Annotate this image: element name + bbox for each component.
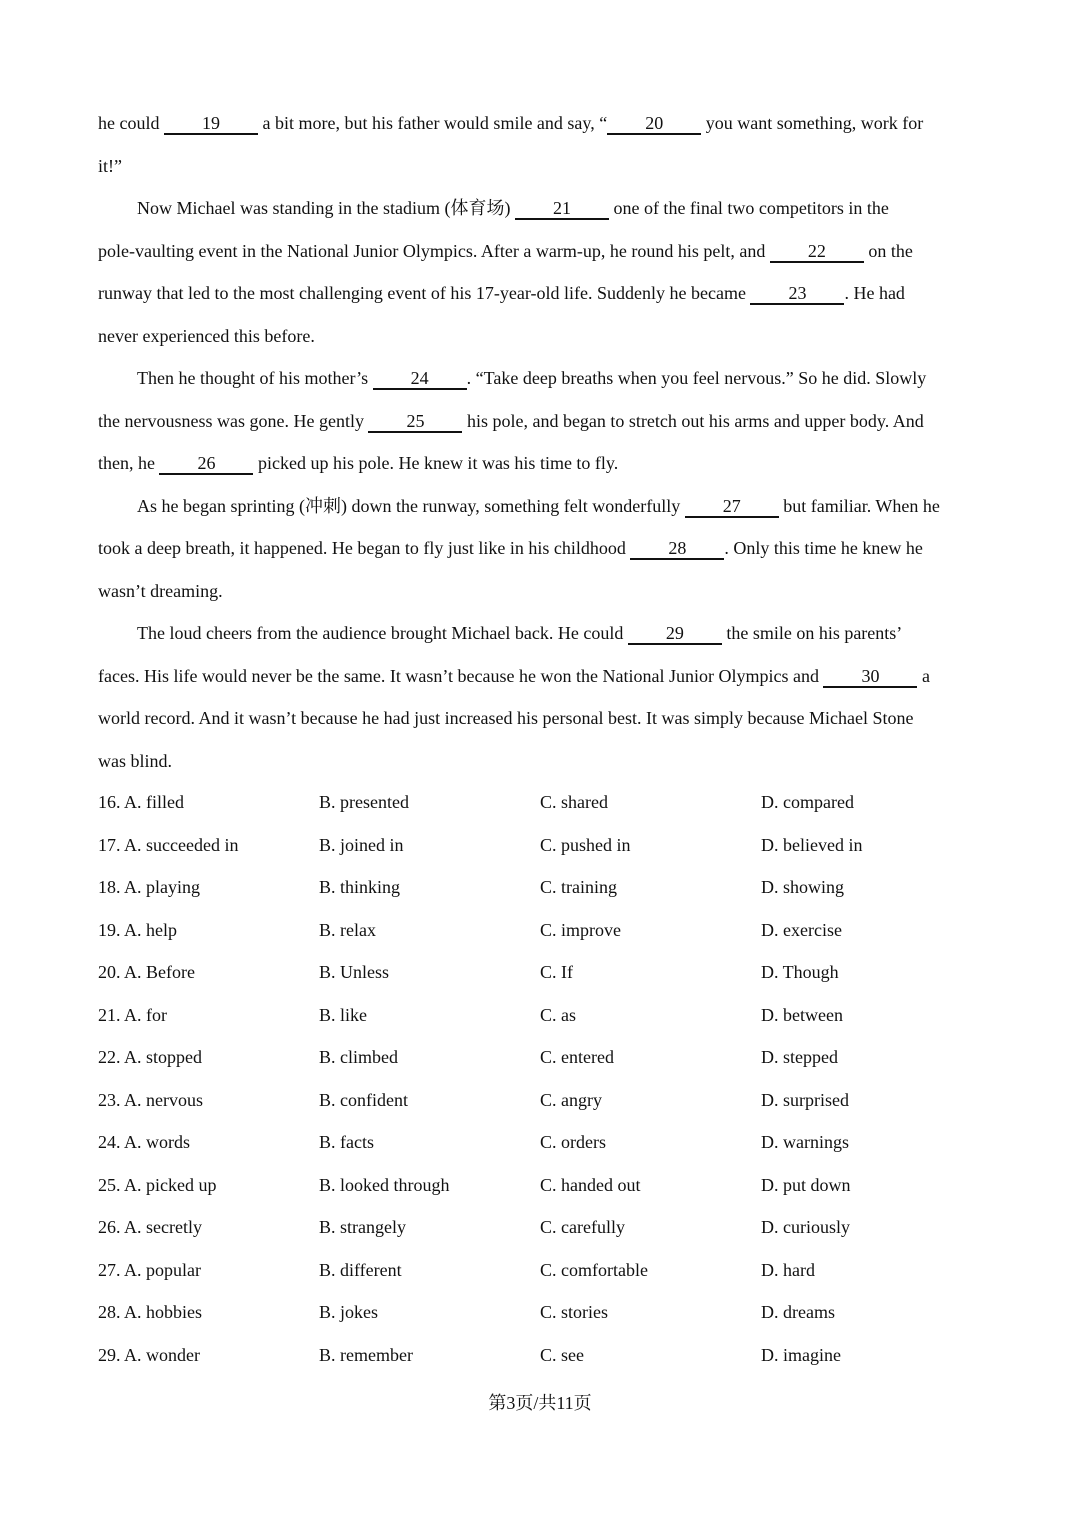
option-b[interactable]: B. like [319,1004,367,1025]
passage-text: world record. And it wasn’t because he had just increased his personal best. It was simply because Michael Stone [98,708,914,728]
passage-line [98,570,982,613]
passage-text: . He had [844,283,905,303]
question-option-row [98,824,982,867]
option-c[interactable]: C. angry [540,1089,602,1110]
passage-line [98,485,982,528]
blank-number: 19 [201,113,220,133]
passage-text: his pole, and began to stretch out his arms and upper body. And [462,410,924,431]
passage-text: As he began sprinting (冲刺) down the runway, something felt wonderfully [137,495,685,516]
option-d[interactable]: D. compared [761,792,854,812]
blank-number: 23 [788,283,807,303]
blank-number: 21 [552,198,571,218]
passage-line [98,315,982,358]
blank-number: 25 [406,410,425,431]
passage-line [98,230,982,273]
option-c[interactable]: C. comfortable [540,1259,648,1280]
passage-text: . “Take deep breaths when you feel nervous.” So he did. Slowly [466,368,927,388]
option-a[interactable]: 20. A. Before [98,962,195,982]
passage-line [98,442,982,485]
option-b[interactable]: B. relax [319,919,376,940]
option-b[interactable]: B. confident [319,1089,408,1110]
answer-blank[interactable] [630,538,724,560]
option-d[interactable]: D. put down [761,1174,851,1195]
option-c[interactable]: C. see [540,1344,584,1365]
passage-line [98,655,982,698]
passage-text: one of the final two competitors in the [608,198,889,218]
option-c[interactable]: C. pushed in [540,834,631,855]
option-a[interactable]: 16. A. filled [98,792,184,812]
option-d[interactable]: D. imagine [761,1344,841,1365]
option-a[interactable]: 19. A. help [98,919,177,940]
option-a[interactable]: 22. A. stopped [98,1047,203,1067]
option-d[interactable]: D. exercise [761,919,842,940]
question-option-row [98,994,982,1037]
passage-text: the nervousness was gone. He gently [98,410,369,431]
answer-blank[interactable] [685,496,779,518]
option-b[interactable]: B. joined in [319,834,404,855]
passage-line [98,145,982,188]
blank-number: 26 [197,453,216,473]
option-d[interactable]: D. curiously [761,1217,850,1237]
option-c[interactable]: C. carefully [540,1217,625,1237]
passage-line [98,187,982,230]
option-c[interactable]: C. stories [540,1302,609,1322]
question-option-row [98,1121,982,1164]
option-d[interactable]: D. surprised [761,1089,849,1110]
answer-blank[interactable] [164,113,258,135]
passage-line [98,527,982,570]
option-b[interactable]: B. presented [319,792,409,812]
passage-text: faces. His life would never be the same. It wasn’t because he won the National Junior Olympics and [98,665,824,686]
passage-line [98,102,982,145]
option-c[interactable]: C. as [540,1004,576,1025]
question-option-row [98,1206,982,1249]
passage-text: he could [98,113,164,133]
passage-line [98,357,982,400]
option-a[interactable]: 18. A. playing [98,877,200,897]
answer-blank[interactable] [607,113,701,135]
blank-number: 24 [410,368,429,388]
answer-blank[interactable] [770,241,864,263]
option-b[interactable]: B. looked through [319,1174,450,1195]
passage-line [98,740,982,783]
option-c[interactable]: C. If [540,962,573,982]
question-option-row [98,951,982,994]
passage-text: the smile on his parents’ [721,623,903,643]
option-c[interactable]: C. shared [540,792,608,812]
question-option-row [98,909,982,952]
option-b[interactable]: B. facts [319,1132,374,1152]
passage-text: took a deep breath, it happened. He began to fly just like in his childhood [98,538,631,558]
option-c[interactable]: C. training [540,877,617,897]
page-number-footer: 第3页/共11页 [488,1393,592,1413]
option-d[interactable]: D. hard [761,1259,815,1280]
option-a[interactable]: 28. A. hobbies [98,1302,203,1322]
passage-line [98,697,982,740]
passage-line [98,272,982,315]
option-b[interactable]: B. strangely [319,1217,406,1237]
answer-options-list [98,781,982,1376]
option-a[interactable]: 27. A. popular [98,1259,201,1280]
answer-blank[interactable] [628,623,722,645]
question-option-row [98,1036,982,1079]
option-a[interactable]: 26. A. secretly [98,1217,202,1237]
option-a[interactable]: 17. A. succeeded in [98,834,239,855]
passage-text: pole-vaulting event in the National Junior Olympics. After a warm-up, he round his pelt, and [98,240,770,261]
passage-text: wasn’t dreaming. [98,580,223,601]
option-b[interactable]: B. different [319,1259,402,1280]
passage-text: but familiar. When he [778,495,940,516]
option-c[interactable]: C. orders [540,1132,606,1152]
option-c[interactable]: C. handed out [540,1174,641,1195]
cloze-passage [98,102,982,782]
option-d[interactable]: D. Though [761,962,839,982]
option-b[interactable]: B. Unless [319,962,390,982]
option-d[interactable]: D. showing [761,877,845,897]
option-d[interactable]: D. stepped [761,1047,838,1067]
passage-text: The loud cheers from the audience brought Michael back. He could [137,623,628,643]
passage-text: runway that led to the most challenging event of his 17-year-old life. Suddenly he became [98,283,751,303]
passage-text: a bit more, but his father would smile and say, “ [257,113,608,133]
question-option-row [98,1164,982,1207]
passage-text: Now Michael was standing in the stadium (体育场) [137,198,515,218]
option-d[interactable]: D. between [761,1004,843,1025]
passage-text: on the [863,240,913,261]
option-d[interactable]: D. dreams [761,1302,835,1322]
answer-blank[interactable] [368,411,462,433]
option-a[interactable]: 24. A. words [98,1132,191,1152]
option-d[interactable]: D. warnings [761,1132,849,1152]
question-option-row [98,866,982,909]
option-b[interactable]: B. climbed [319,1047,398,1067]
option-b[interactable]: B. thinking [319,877,401,897]
passage-text: Then he thought of his mother’s [137,368,373,388]
passage-text: a [917,665,930,686]
passage-text: never experienced this before. [98,325,315,346]
blank-number: 22 [807,240,826,261]
question-option-row [98,781,982,824]
blank-number: 30 [861,665,880,686]
passage-text: . Only this time he knew he [724,538,923,558]
option-a[interactable]: 29. A. wonder [98,1344,200,1365]
option-c[interactable]: C. entered [540,1047,614,1067]
question-option-row [98,1249,982,1292]
blank-number: 28 [668,538,687,558]
passage-line [98,612,982,655]
blank-number: 20 [645,113,664,133]
blank-number: 29 [665,623,684,643]
option-a[interactable]: 23. A. nervous [98,1089,203,1110]
blank-number: 27 [722,495,741,516]
question-option-row [98,1291,982,1334]
option-a[interactable]: 21. A. for [98,1004,167,1025]
passage-text: picked up his pole. He knew it was his time to fly. [253,453,619,473]
option-b[interactable]: B. remember [319,1344,413,1365]
option-a[interactable]: 25. A. picked up [98,1174,217,1195]
passage-text: then, he [98,453,160,473]
option-d[interactable]: D. believed in [761,834,863,855]
option-b[interactable]: B. jokes [319,1302,379,1322]
question-option-row [98,1334,982,1377]
passage-text: was blind. [98,750,172,771]
answer-blank[interactable] [373,368,467,390]
answer-blank[interactable] [823,666,917,688]
passage-text: you want something, work for [701,113,924,133]
question-option-row [98,1079,982,1122]
answer-blank[interactable] [159,453,253,475]
passage-line [98,400,982,443]
answer-blank[interactable] [750,283,844,305]
passage-text: it!” [98,155,122,176]
option-c[interactable]: C. improve [540,919,621,940]
answer-blank[interactable] [515,198,609,220]
